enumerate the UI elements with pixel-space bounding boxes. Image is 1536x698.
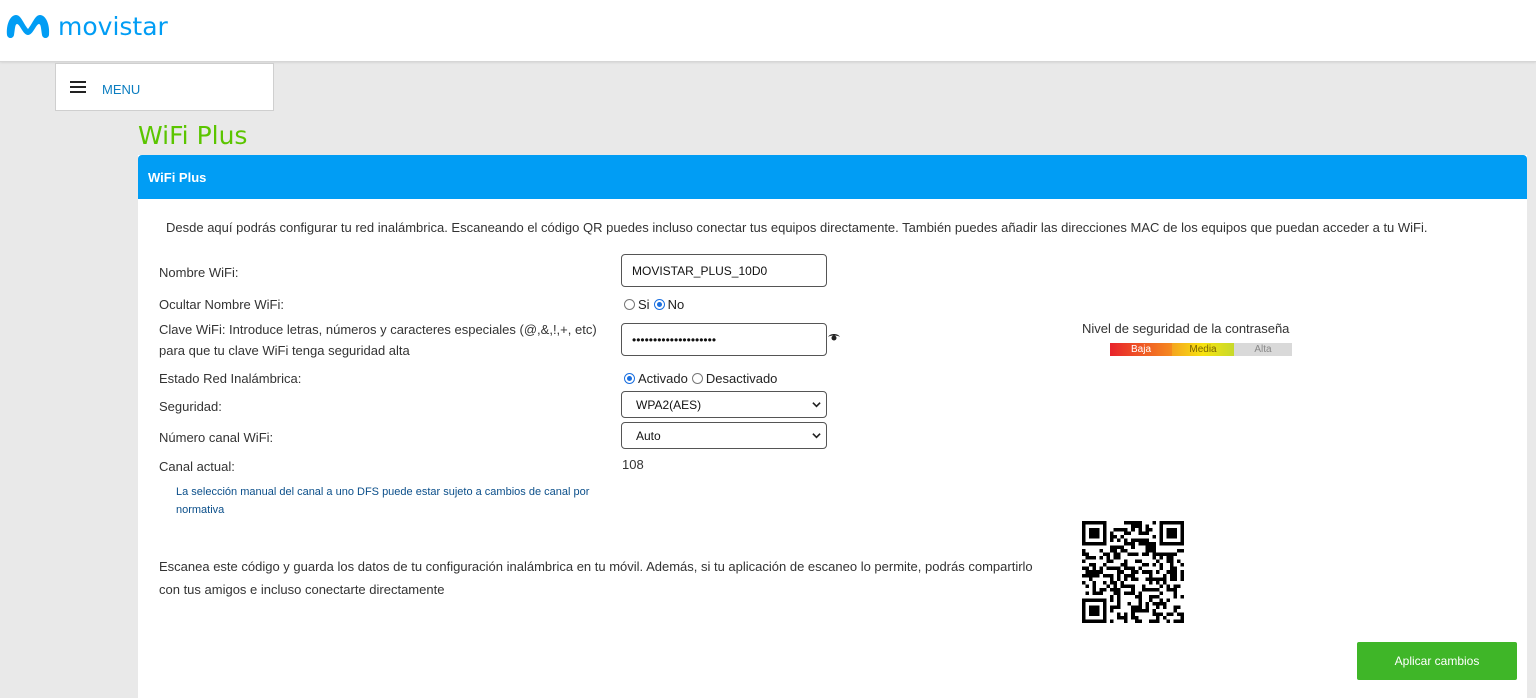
radio-unchecked-icon[interactable]	[692, 373, 703, 384]
strength-low: Baja	[1110, 343, 1172, 356]
intro-text: Desde aquí podrás configurar tu red inalámbrica. Escaneando el código QR puedes incluso conectar tus equipos directamente. También puedes añadir las direcciones MAC de los equipos que puedan acceder a tu WiFi.	[166, 220, 1428, 235]
strength-high: Alta	[1234, 343, 1292, 356]
password-label: Clave WiFi: Introduce letras, números y caracteres especiales (@,&,!,+, etc) para que tu clave WiFi tenga seguridad alta	[159, 322, 597, 358]
hide-ssid-label: Ocultar Nombre WiFi:	[159, 297, 284, 312]
wireless-off-label: Desactivado	[705, 371, 778, 386]
radio-unchecked-icon[interactable]	[624, 299, 635, 310]
security-value: WPA2(AES)	[636, 397, 702, 412]
panel-header: WiFi Plus	[138, 155, 1527, 199]
apply-changes-button[interactable]: Aplicar cambios	[1357, 642, 1517, 680]
security-select[interactable]	[621, 391, 827, 418]
wireless-off-option[interactable]	[692, 371, 778, 386]
dfs-note: La selección manual del canal a uno DFS puede estar sujeto a cambios de canal por normativa	[176, 486, 590, 516]
password-strength-meter	[1110, 343, 1292, 356]
top-bar	[0, 0, 1536, 62]
wireless-state-radio-group	[624, 371, 781, 386]
wifi-panel	[138, 155, 1527, 698]
eye-icon[interactable]	[828, 332, 840, 342]
current-channel-value: 108	[622, 457, 644, 472]
current-channel-label: Canal actual:	[159, 459, 235, 474]
channel-value: Auto	[636, 428, 661, 443]
hide-ssid-radio-group	[624, 297, 688, 312]
chevron-down-icon	[812, 400, 821, 409]
hide-ssid-yes-option[interactable]	[624, 297, 650, 312]
radio-checked-icon[interactable]	[654, 299, 665, 310]
movistar-m-icon	[4, 11, 52, 41]
wifi-qr-code	[1082, 521, 1184, 623]
radio-checked-icon[interactable]	[624, 373, 635, 384]
channel-select[interactable]	[621, 422, 827, 449]
hide-ssid-no-label: No	[667, 297, 685, 312]
password-strength-title: Nivel de seguridad de la contraseña	[1082, 321, 1290, 336]
chevron-down-icon	[812, 431, 821, 440]
wireless-on-option[interactable]	[624, 371, 688, 386]
hide-ssid-yes-label: Si	[638, 297, 650, 312]
strength-medium: Media	[1172, 343, 1234, 356]
channel-label: Número canal WiFi:	[159, 430, 274, 445]
hide-ssid-no-option[interactable]	[654, 297, 685, 312]
qr-description: Escanea este código y guarda los datos de tu configuración inalámbrica en tu móvil. Además, si tu aplicación de escaneo lo permite, podrás compartirlo con tus amigos e incluso conectarte directamente	[159, 559, 1033, 597]
menu-label: MENU	[102, 81, 141, 97]
password-input[interactable]: ••••••••••••••••••••	[621, 323, 827, 356]
menu-button[interactable]	[55, 63, 274, 111]
ssid-label: Nombre WiFi:	[159, 265, 239, 280]
wireless-on-label: Activado	[638, 371, 688, 386]
page-title: WiFi Plus	[138, 121, 248, 150]
wireless-state-label: Estado Red Inalámbrica:	[159, 371, 302, 386]
ssid-input[interactable]: MOVISTAR_PLUS_10D0	[621, 254, 827, 287]
hamburger-icon	[70, 81, 86, 93]
movistar-logo[interactable]	[4, 8, 168, 44]
brand-name: movistar	[58, 11, 168, 41]
security-label: Seguridad:	[159, 399, 222, 414]
